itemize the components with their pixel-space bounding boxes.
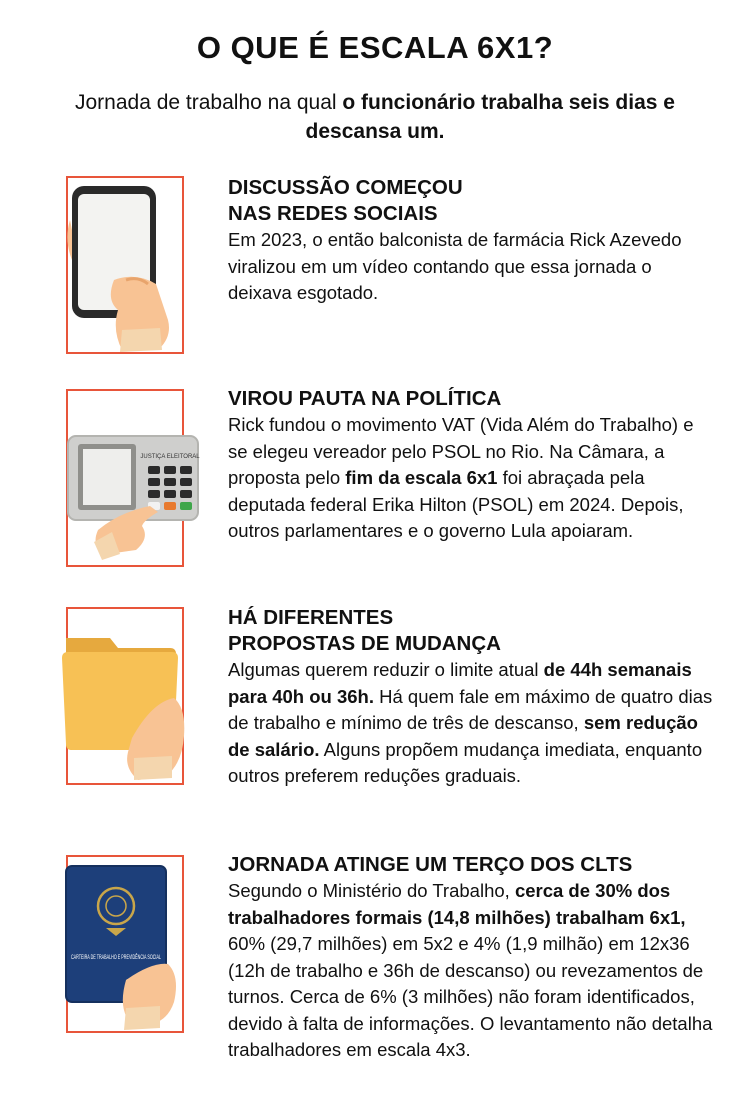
section-clt-workers — [228, 852, 718, 1064]
body-bold-text: cerca de 30% dos trabalhadores formais (14,8 milhões) trabalham 6x1, — [228, 880, 686, 928]
subtitle-part-b: o funcionário trabalha seis dias e descansa um. — [305, 91, 675, 143]
section-title — [228, 386, 718, 412]
body-bold-text: de 44h semanais para 40h ou 36h. — [228, 659, 692, 707]
body-text: Alguns propõem mudança imediata, enquanto outros preferem reduções graduais. — [228, 738, 703, 786]
folder-hand-icon — [52, 618, 192, 788]
body-text: Algumas querem reduzir o limite atual — [228, 659, 544, 680]
body-text: Há quem fale em máximo de quatro dias de trabalho e mínimo de três de descanso, — [228, 685, 713, 733]
section-title — [228, 852, 718, 878]
section-title-line: HÁ DIFERENTES — [228, 606, 394, 629]
body-text: foi abraçada pela deputada federal Erika Hilton (PSOL) em 2024. Depois, outros parlamentares e o governo Lula apoiaram. — [228, 467, 684, 541]
section-proposals — [228, 605, 718, 790]
section-title-line: VIROU PAUTA NA POLÍTICA — [228, 387, 502, 410]
section-body — [228, 878, 718, 1064]
section-title-line: DISCUSSÃO COMEÇOU — [228, 176, 463, 199]
machine-label: JUSTIÇA ELEITORAL — [140, 454, 200, 460]
section-social-networks — [228, 175, 718, 307]
body-text: 60% (29,7 milhões) em 5x2 e 4% (1,9 milhão) em 12x36 (12h de trabalho e 36h de descanso) ou revezamentos de turnos. Cerca de 6% (3 milhões) não foram identificados, devido à falta de informações. O levantamento não detalha trabalhadores em escala 4x3. — [228, 933, 713, 1060]
body-text: Segundo o Ministério do Trabalho, — [228, 880, 515, 901]
section-title-line: PROPOSTAS DE MUDANÇA — [228, 632, 501, 655]
page-subtitle — [60, 88, 690, 146]
body-text: Rick fundou o movimento VAT (Vida Além do Trabalho) e se elegeu vereador pelo PSOL no Rio. Na Câmara, a proposta pelo — [228, 414, 694, 488]
section-title-line: JORNADA ATINGE UM TERÇO DOS CLTS — [228, 853, 633, 876]
subtitle-part-a: Jornada de trabalho na qual — [75, 91, 343, 114]
page-title: O QUE É ESCALA 6X1? — [196, 30, 554, 65]
voting-machine-icon — [50, 420, 200, 560]
section-title — [228, 605, 718, 657]
section-title-line: NAS REDES SOCIAIS — [228, 202, 438, 225]
card-label: CARTEIRA DE TRABALHO E PREVIDÊNCIA SOCIAL — [71, 955, 217, 961]
body-bold-text: fim da escala 6x1 — [345, 467, 498, 488]
body-text: Em 2023, o então balconista de farmácia Rick Azevedo viralizou em um vídeo contando que essa jornada o deixava esgotado. — [228, 229, 682, 303]
body-bold-text: sem redução de salário. — [228, 712, 698, 760]
section-politics — [228, 386, 718, 545]
section-body — [228, 227, 718, 307]
section-body — [228, 412, 718, 545]
smartphone-hand-icon — [56, 180, 196, 360]
section-body — [228, 657, 718, 790]
work-card-icon — [56, 862, 217, 1042]
section-title — [228, 175, 718, 227]
